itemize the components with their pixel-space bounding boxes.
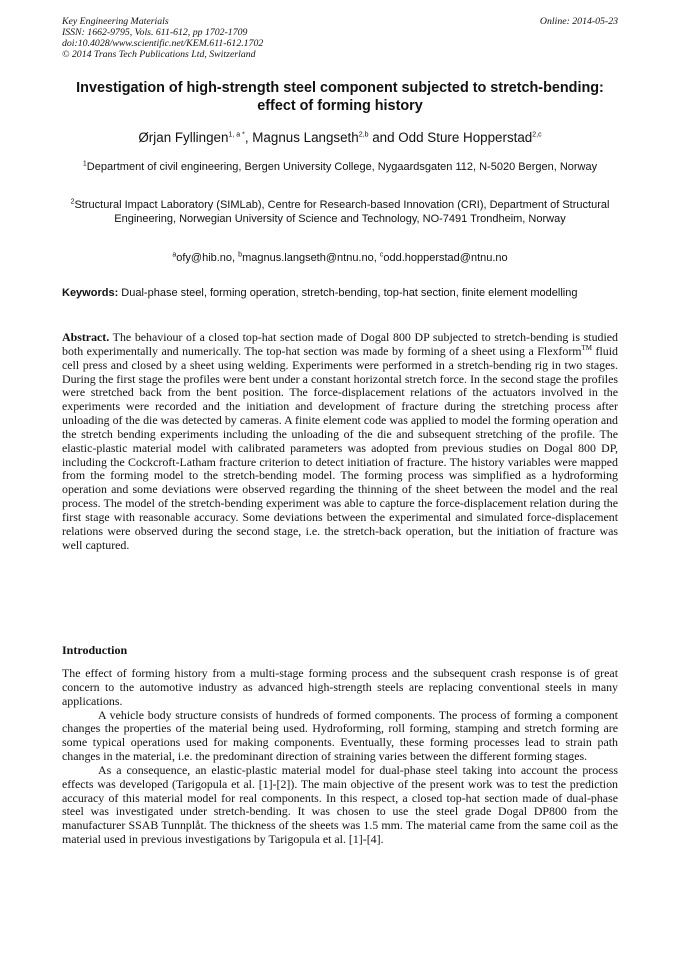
journal-header [62,16,618,60]
affiliation-1 [62,156,618,179]
author-superscript: 1, a * [228,131,245,139]
keywords-label: Keywords: [62,287,119,299]
email-line [62,252,618,266]
author-name: Magnus Langseth [252,130,359,145]
abstract-label: Abstract. [62,330,110,344]
email-superscript: a [172,251,177,259]
paper-title: Investigation of high-strength steel component subjected to stretch-bending: effect of forming history [76,80,604,114]
affiliation-2 [62,199,618,226]
email-superscript: b [238,251,243,259]
author-name: Odd Sture Hopperstad [398,130,533,145]
journal-name: Key Engineering Materials [62,16,169,27]
author-superscript: 2,b [358,131,369,139]
author-separator: and [368,130,399,145]
email-link[interactable]: magnus.langseth@ntnu.no, [242,252,380,264]
paragraph: A vehicle body structure consists of hundreds of formed components. The process of forming a component changes the properties of the material being used. Hydroforming, roll forming, stamping and stretch forming are some typical operations used for making components. Eventually, these forming processes lead to strain path changes in the material, i.e. the predominant direction of straining varies between the different forming stages. [62,707,618,764]
keywords [62,287,618,301]
keywords-text: Dual-phase steel, forming operation, stretch-bending, top-hat section, finite element modelling [118,287,578,299]
doi-line[interactable]: doi:10.4028/www.scientific.net/KEM.611-612.1702 [62,38,264,49]
author-separator: , [244,130,253,145]
author-superscript: 2,c [532,131,542,139]
section-heading-introduction: Introduction [62,643,128,657]
affiliation-text: Structural Impact Laboratory (SIMLab), Centre for Research-based Innovation (CRI), Department of Structural Engineering, Norwegian University of Science and Technology, NO-7491 Trondheim, Norway [74,199,610,225]
affiliation-superscript: 1 [82,160,87,168]
paragraph: The effect of forming history from a multi-stage forming process and the subsequent crash response is of great concern to the automotive industry as advanced high-strength steels are replacing conventional steels in many applications. [62,666,618,708]
affiliation-superscript: 2 [70,198,75,206]
affiliation-text: Department of civil engineering, Bergen University College, Nygaardsgaten 112, N-5020 Bergen, Norway [86,161,598,173]
email-superscript: c [379,251,384,259]
email-link[interactable]: odd.hopperstad@ntnu.no [383,252,508,264]
author-list [62,130,618,146]
abstract-text: The behaviour of a closed top-hat section made of Dogal 800 DP subjected to stretch-bending is studied both experimentally and numerically. The top-hat section was made by forming of a sheet using a Flexform [62,330,618,358]
introduction-body [62,667,618,847]
online-date: Online: 2014-05-23 [539,16,618,27]
email-link[interactable]: ofy@hib.no, [176,252,239,264]
abstract-text: fluid cell press and closed by a sheet using welding. Experiments were performed in a stretch-bending rig in two stages. During the first stage the profiles were bent under a constant horizontal stretch force. In the second stage the profiles were stretched back from the bent position. The force-displacement relations of the actuators involved in the experiments were recorded and the initiation and development of fracture during the stretching process after unloading of the die was detected by cameras. A finite element code was applied to model the forming operation and the stretch bending experiments including the unloading of the die and subsequent stretching of the profile. The elastic-plastic material model with calibrated parameters was adopted from previous studies on Dogal 800 DP, including the Cockcroft-Latham fracture criterion to detect initiation of fracture. The history variables were mapped from the forming model to the stretch-bending model. The forming process was simplified as a hydroforming operation and some deviations were observed regarding the thinning of the sheet between the model and the real process. The model of the stretch-bending experiment was able to capture the force-displacement relation during the first stage with reasonable accuracy. Some deviations between the experimental and simulated force-displacement relations were observed during the second stage, i.e. the stretch-back operation, but the initiation of fracture was well captured. [62,343,618,552]
author-name: Ørjan Fyllingen [138,130,229,145]
abstract [62,331,618,553]
copyright-line: © 2014 Trans Tech Publications Ltd, Switzerland [62,49,256,60]
paragraph: As a consequence, an elastic-plastic material model for dual-phase steel taking into account the process effects was developed (Tarigopula et al. [1]-[2]). The main objective of the present work was to test the prediction accuracy of this material model for real components. In this respect, a closed top-hat section made of dual-phase steel was investigated under stretch-bending. It was chosen to use the steel grade Dogal DP800 from the manufacturer SSAB Tunnplåt. The thickness of the sheets was 1.5 mm. The material came from the same coil as the material used in previous investigations by Tarigopula et al. [1]-[4]. [62,762,618,847]
issn-line: ISSN: 1662-9795, Vols. 611-612, pp 1702-1709 [62,27,248,38]
trademark-superscript: TM [581,343,593,352]
